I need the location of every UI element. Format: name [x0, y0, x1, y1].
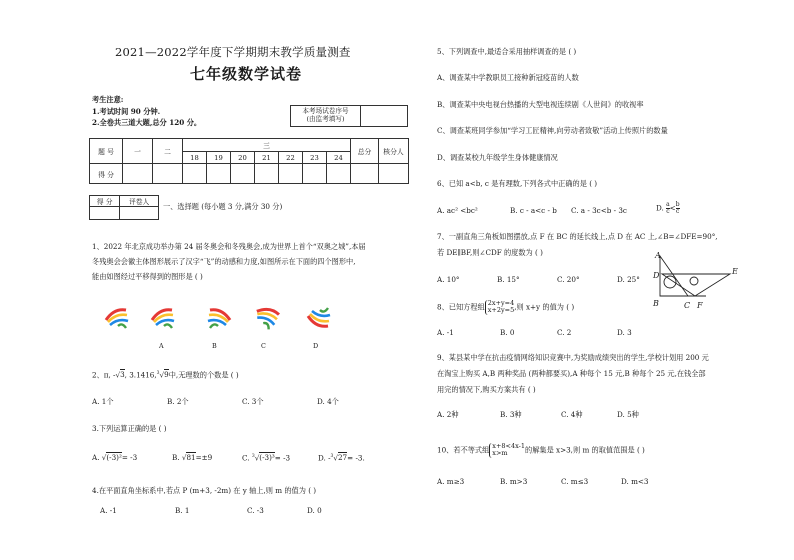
q9-line-3: 用完的情况下,购买方案共有 ( ) — [437, 385, 536, 394]
notes-heading: 考生注意: — [92, 95, 124, 104]
q9-option-c[interactable]: C. 4种 — [561, 410, 583, 419]
q6-d-lt: < — [669, 203, 676, 213]
q4-option-b[interactable]: B. 1 — [175, 506, 190, 515]
score-cell[interactable] — [279, 164, 303, 184]
fei-logo-option-c — [252, 303, 281, 331]
q6-option-d[interactable] — [656, 202, 680, 215]
q6-option-a[interactable]: A. ac² <bc² — [437, 206, 478, 215]
q2-stem-mid: , 3.1416, — [124, 370, 157, 380]
q7-triangles-figure — [648, 250, 744, 312]
score-col-3: 三 — [183, 139, 351, 152]
q2-radicand-3: 3 — [120, 370, 125, 380]
q2-cube-index: 3 — [156, 371, 160, 376]
grader-label: 评卷人 — [120, 196, 159, 207]
q6-d-pre: D. — [656, 203, 664, 213]
q3-stem: 3.下列运算正确的是 ( ) — [92, 424, 167, 433]
score-subcol: 20 — [231, 152, 255, 164]
q3-c-index: 3 — [251, 454, 255, 459]
q2-stem-post: 中,无理数的个数是 ( ) — [168, 370, 239, 380]
q6-d-frac-2: $\frac{b}{c}$ — [675, 201, 680, 215]
score-cell[interactable] — [379, 164, 409, 184]
q10-stem-post: 的解集是 x>3,则 m 的取值范围是 ( ) — [525, 445, 645, 455]
q3-b-post: =±9 — [195, 453, 213, 462]
q2-stem: 2、π, -√3, 3.1416,$^3$√9中,无理数的个数是 ( ) — [92, 370, 239, 380]
score-col-2: 二 — [153, 139, 183, 164]
q3-b-pre: B. — [172, 453, 180, 462]
q2-radicand-9: 9 — [164, 370, 169, 380]
q7-option-a[interactable]: A. 10° — [437, 275, 460, 284]
score-subcol: 23 — [303, 152, 327, 164]
q5-option-d[interactable]: D、调查某校九年级学生身体健康情况 — [437, 153, 558, 162]
q3-option-c[interactable]: C. $^3$√(-3)³= -3 — [242, 453, 291, 463]
notes-line-2: 2.全卷共三道大题,总分 120 分。 — [92, 118, 202, 127]
q8-equation-system: 2x+y=4 x+2y=5 — [485, 300, 515, 315]
label-b: B — [653, 299, 659, 308]
score-col-total: 总分 — [351, 139, 379, 164]
score-cell[interactable] — [255, 164, 279, 184]
exam-title: 2021—2022学年度下学期期末教学质量测查 — [115, 45, 351, 59]
q9-option-a[interactable]: A. 2种 — [437, 410, 459, 419]
q8-option-d[interactable]: D. 3 — [617, 328, 632, 337]
grader-box — [89, 195, 159, 220]
fei-logo-option-d — [308, 308, 330, 326]
score-cell[interactable] — [327, 164, 351, 184]
q9-option-d[interactable]: D. 5种 — [617, 410, 639, 419]
score-table-title: 题 号 — [90, 139, 123, 164]
q3-c-pre: C. — [242, 453, 250, 463]
q2-stem-pre: 2、π, - — [92, 370, 116, 380]
q10-option-a[interactable]: A. m≥3 — [437, 477, 465, 486]
q1-option-b[interactable]: B — [212, 342, 217, 350]
q3-a-pre: A. — [92, 453, 100, 462]
triangle-hole-2 — [690, 277, 698, 285]
q3-option-d[interactable]: D. -$^3$√27= -3. — [318, 453, 365, 463]
score-subcol: 21 — [255, 152, 279, 164]
q3-d-index: 3 — [330, 454, 334, 459]
q3-option-b[interactable]: B. √81=±9 — [172, 453, 213, 462]
q1-figures — [94, 300, 344, 334]
q8-stem-post: ,则 x+y 的值为 ( ) — [514, 302, 575, 312]
score-subcol: 18 — [183, 152, 207, 164]
q5-option-b[interactable]: B、调查某中央电视台热播的大型电视连续剧《人世间》的收视率 — [437, 100, 644, 109]
score-cell[interactable] — [231, 164, 255, 184]
q6-option-b[interactable]: B. c - a<c - b — [510, 206, 557, 215]
label-c: C — [684, 301, 691, 310]
q9-line-1: 9、某县某中学在抗击疫情网络知识竞赛中,为奖励成绩突出的学生,学校计划用 200 元 — [437, 353, 709, 362]
score-col-1: 一 — [123, 139, 153, 164]
q5-option-a[interactable]: A、调查某中学教职员工接种新冠疫苗的人数 — [437, 73, 579, 82]
label-a: A — [655, 251, 661, 260]
q3-c-post: = -3 — [274, 453, 291, 463]
score-table — [89, 138, 409, 184]
notes-line-1: 1.考试时间 90 分钟. — [92, 107, 161, 116]
q1-option-d[interactable]: D — [313, 342, 319, 350]
q5-stem: 5、下列调查中,最适合采用抽样调查的是 ( ) — [437, 47, 577, 56]
q9-line-2: 在淘宝上购买 A,B 两种奖品 (两种都要买),A 种每个 15 元,B 种每个 25 元,在钱全部 — [437, 369, 706, 378]
q10-option-d[interactable]: D. m<3 — [621, 477, 649, 486]
q8-option-a[interactable]: A. -1 — [437, 328, 454, 337]
q3-a-post: = -3 — [121, 453, 138, 462]
label-f: F — [697, 301, 703, 310]
q6-option-c[interactable]: C. a - 3c<b - 3c — [571, 206, 627, 215]
q3-c-radicand: (-3)³ — [259, 453, 275, 463]
q7-option-c[interactable]: C. 20° — [557, 275, 580, 284]
q3-d-post: = -3. — [347, 453, 365, 463]
seat-number-box — [290, 105, 408, 127]
seat-box-line-2: (由监考填写) — [306, 115, 345, 123]
q3-d-radicand: 27 — [337, 453, 348, 463]
q8-option-b[interactable]: B. 0 — [500, 328, 515, 337]
exam-subtitle: 七年级数学试卷 — [190, 65, 303, 83]
q3-a-radicand: (-3)² — [106, 453, 122, 462]
q1-option-c[interactable]: C — [261, 342, 266, 350]
label-d: D — [653, 271, 660, 280]
q5-option-c[interactable]: C、调查某班同学参加“学习工匠精神,向劳动者致敬”活动上传照片的数量 — [437, 126, 668, 135]
score-col-checker: 核分人 — [379, 139, 409, 164]
fei-logo-option-a — [152, 310, 174, 328]
q4-option-a[interactable]: A. -1 — [100, 506, 117, 515]
q10-stem — [437, 443, 645, 458]
q2-option-d[interactable]: D. 4个 — [317, 397, 339, 406]
q2-option-b[interactable]: B. 2个 — [167, 397, 189, 406]
q7-line-1: 7、一副直角三角板如图摆放,点 F 在 BC 的延长线上,点 D 在 AC 上,∠B=∠DFE=90°, — [437, 232, 718, 241]
q4-option-d[interactable]: D. 0 — [307, 506, 322, 515]
grader-score-cell[interactable] — [90, 207, 120, 220]
q8-stem-pre: 8、已知方程组 — [437, 302, 485, 312]
fei-logo-original — [106, 310, 128, 328]
q9-option-b[interactable]: B. 3种 — [500, 410, 522, 419]
q10-stem-pre: 10、若不等式组 — [437, 445, 490, 455]
seat-box-line-1: 本考场试卷序号 — [302, 107, 349, 116]
q10-inequality-system: x+8<4x-1 x>m — [489, 443, 525, 458]
score-subcol: 24 — [327, 152, 351, 164]
score-subcol: 22 — [279, 152, 303, 164]
q1-option-a[interactable]: A — [159, 342, 164, 350]
q1-line-2: 冬残奥会会徽主体图形展示了汉字“飞”的动感和力度,如图所示在下面的四个图形中, — [92, 257, 356, 266]
score-cell[interactable] — [183, 164, 207, 184]
q1-line-1: 1、2022 年北京成功举办第 24 届冬奥会和冬残奥会,成为世界上首个“双奥之城”,本届 — [92, 242, 366, 251]
grader-name-cell[interactable] — [120, 207, 159, 220]
q2-option-c[interactable]: C. 3个 — [242, 397, 264, 406]
q7-option-b[interactable]: B. 15° — [497, 275, 520, 284]
score-cell[interactable] — [351, 164, 379, 184]
seat-number-cell[interactable] — [361, 106, 408, 127]
score-subcol: 19 — [207, 152, 231, 164]
q6-stem: 6、已知 a<b, c 是有理数,下列各式中正确的是 ( ) — [437, 179, 598, 188]
score-cell[interactable] — [123, 164, 153, 184]
score-cell[interactable] — [207, 164, 231, 184]
q8-option-c[interactable]: C. 2 — [557, 328, 572, 337]
score-row-label: 得 分 — [90, 164, 123, 184]
q3-d-pre: D. - — [318, 453, 331, 463]
q4-option-c[interactable]: C. -3 — [247, 506, 264, 515]
label-e: E — [732, 267, 738, 276]
q8-stem — [437, 300, 574, 315]
score-cell[interactable] — [153, 164, 183, 184]
q6-d-frac-1: $\frac{a}{c}$ — [666, 201, 670, 215]
q3-option-a[interactable]: A. √(-3)²= -3 — [92, 453, 138, 462]
grader-score-label: 得 分 — [90, 196, 120, 207]
q1-line-3: 能由如图经过平移得到的图形是 ( ) — [92, 272, 203, 281]
section-1-heading: 一、选择题 (每小题 3 分,满分 30 分) — [163, 202, 283, 211]
q2-option-a[interactable]: A. 1个 — [92, 397, 114, 406]
q10-option-c[interactable]: C. m≤3 — [561, 477, 589, 486]
score-cell[interactable] — [303, 164, 327, 184]
q7-option-d[interactable]: D. 25° — [617, 275, 640, 284]
q10-option-b[interactable]: B. m>3 — [500, 477, 528, 486]
q7-line-2: 若 DE∥BF,则∠CDF 的度数为 ( ) — [437, 248, 543, 257]
q3-b-radicand: 81 — [186, 453, 196, 462]
q4-stem: 4.在平面直角坐标系中,若点 P (m+3, -2m) 在 y 轴上,则 m 的值为 ( ) — [92, 486, 317, 495]
fei-logo-option-b — [208, 310, 230, 328]
